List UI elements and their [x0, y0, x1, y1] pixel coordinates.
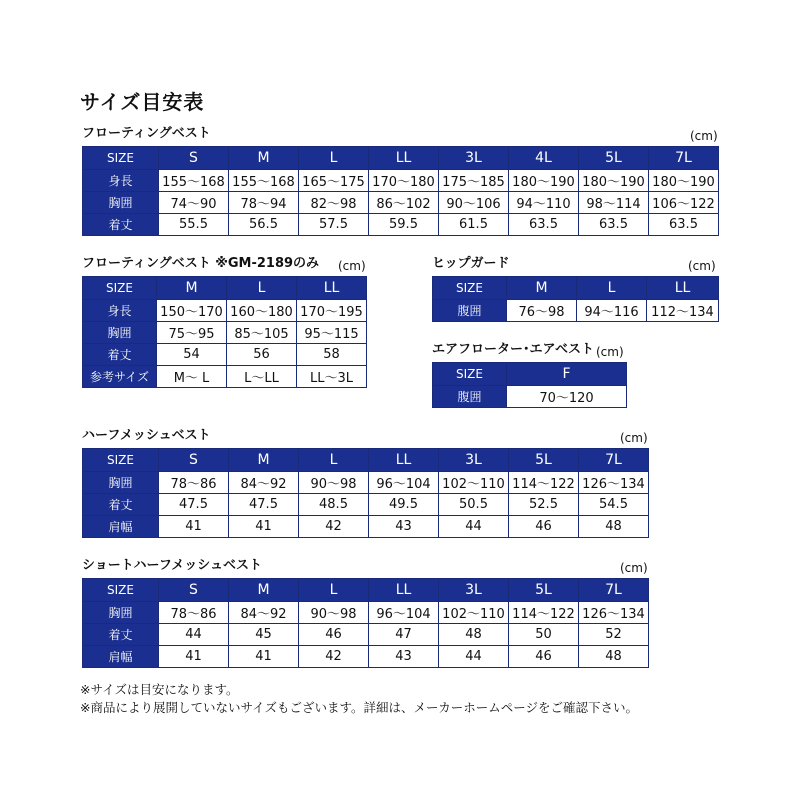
- size-header-cell: L: [227, 277, 297, 300]
- size-header-cell: LL: [647, 277, 719, 300]
- note-approximate: ※サイズは目安になります。: [80, 682, 239, 697]
- table-cell: 63.5: [579, 214, 649, 236]
- table-cell: 160〜180: [227, 300, 297, 322]
- row-label: 着丈: [83, 624, 159, 646]
- table-cell: 165〜175: [299, 170, 369, 192]
- table-cell: 86〜102: [369, 192, 439, 214]
- table-row: [83, 472, 649, 494]
- table-cell: 170〜180: [369, 170, 439, 192]
- short-half-mesh-title: ショートハーフメッシュベスト: [82, 558, 263, 573]
- row-label: 肩幅: [83, 516, 159, 538]
- table-cell: 175〜185: [439, 170, 509, 192]
- table-header-row: [83, 449, 649, 472]
- table-row: [83, 192, 719, 214]
- table-cell: 180〜190: [509, 170, 579, 192]
- table-cell: 84〜92: [229, 472, 299, 494]
- size-header-cell: S: [159, 449, 229, 472]
- size-header-cell: L: [299, 449, 369, 472]
- table-cell: 98〜114: [579, 192, 649, 214]
- table-row: [83, 300, 367, 322]
- size-header-cell: LL: [369, 147, 439, 170]
- table-cell: 46: [509, 646, 579, 668]
- table-cell: LL〜3L: [297, 366, 367, 388]
- table-cell: 78〜86: [159, 472, 229, 494]
- air-floater-title: エアフローター･エアベスト: [432, 342, 594, 357]
- page-title: サイズ目安表: [80, 90, 205, 114]
- table-row: [433, 300, 719, 322]
- table-cell: 102〜110: [439, 602, 509, 624]
- row-label: 着丈: [83, 214, 159, 236]
- table-header-row: [433, 277, 719, 300]
- size-header-label: SIZE: [83, 277, 157, 300]
- floating-vest-title: フローティングベスト: [82, 126, 211, 141]
- floating-vest-gm-title: フローティングベスト ※GM-2189のみ: [82, 256, 320, 271]
- size-header-cell: 5L: [509, 579, 579, 602]
- table-row: [83, 602, 649, 624]
- size-header-cell: 3L: [439, 579, 509, 602]
- table-cell: 180〜190: [579, 170, 649, 192]
- table-cell: 114〜122: [509, 472, 579, 494]
- table-cell: 180〜190: [649, 170, 719, 192]
- table-cell: 47.5: [159, 494, 229, 516]
- size-header-label: SIZE: [83, 449, 159, 472]
- table-cell: 84〜92: [229, 602, 299, 624]
- table-header-row: [83, 277, 367, 300]
- row-label: 胸囲: [83, 472, 159, 494]
- table-cell: 44: [439, 516, 509, 538]
- table-cell: 126〜134: [579, 472, 649, 494]
- table-cell: 47.5: [229, 494, 299, 516]
- table-cell: 48.5: [299, 494, 369, 516]
- hip-guard-title: ヒップガード: [432, 256, 510, 271]
- table-cell: 82〜98: [299, 192, 369, 214]
- table-cell: 56: [227, 344, 297, 366]
- table-cell: 90〜98: [299, 472, 369, 494]
- size-header-label: SIZE: [83, 579, 159, 602]
- row-label: 着丈: [83, 494, 159, 516]
- size-header-cell: 4L: [509, 147, 579, 170]
- size-header-label: SIZE: [83, 147, 159, 170]
- table-cell: 56.5: [229, 214, 299, 236]
- size-header-cell: LL: [297, 277, 367, 300]
- table-row: [83, 170, 719, 192]
- size-header-cell: 5L: [579, 147, 649, 170]
- table-cell: 48: [579, 646, 649, 668]
- row-label: 参考サイズ: [83, 366, 157, 388]
- table-cell: 50: [509, 624, 579, 646]
- table-cell: 47: [369, 624, 439, 646]
- table-cell: 46: [509, 516, 579, 538]
- floating-vest-unit: (cm): [690, 129, 718, 143]
- size-header-cell: 7L: [649, 147, 719, 170]
- table-cell: 58: [297, 344, 367, 366]
- size-header-cell: M: [157, 277, 227, 300]
- table-cell: 112〜134: [647, 300, 719, 322]
- size-header-cell: LL: [369, 449, 439, 472]
- table-row: [83, 516, 649, 538]
- table-cell: 170〜195: [297, 300, 367, 322]
- table-cell: 75〜95: [157, 322, 227, 344]
- table-cell: 90〜106: [439, 192, 509, 214]
- table-row: [433, 386, 627, 408]
- table-cell: 155〜168: [159, 170, 229, 192]
- table-row: [83, 322, 367, 344]
- table-cell: 42: [299, 646, 369, 668]
- table-cell: 44: [439, 646, 509, 668]
- table-header-row: [83, 579, 649, 602]
- size-header-cell: M: [229, 147, 299, 170]
- size-header-cell: 3L: [439, 449, 509, 472]
- size-header-label: SIZE: [433, 363, 507, 386]
- size-header-cell: M: [507, 277, 577, 300]
- table-cell: 114〜122: [509, 602, 579, 624]
- table-cell: 96〜104: [369, 472, 439, 494]
- table-cell: 42: [299, 516, 369, 538]
- half-mesh-table: [82, 448, 649, 538]
- row-label: 腹囲: [433, 300, 507, 322]
- table-cell: 41: [229, 646, 299, 668]
- row-label: 胸囲: [83, 192, 159, 214]
- size-header-cell: 3L: [439, 147, 509, 170]
- row-label: 胸囲: [83, 602, 159, 624]
- table-cell: 54: [157, 344, 227, 366]
- table-cell: 63.5: [509, 214, 579, 236]
- size-header-cell: M: [229, 449, 299, 472]
- table-cell: L〜LL: [227, 366, 297, 388]
- table-cell: 94〜116: [577, 300, 647, 322]
- table-cell: 155〜168: [229, 170, 299, 192]
- table-cell: 43: [369, 646, 439, 668]
- size-header-cell: 7L: [579, 579, 649, 602]
- note-availability: ※商品により展開していないサイズもございます。詳細は、メーカーホームページをご確認下さい。: [80, 700, 638, 715]
- table-cell: M〜 L: [157, 366, 227, 388]
- table-cell: 78〜86: [159, 602, 229, 624]
- hip-guard-unit: (cm): [688, 259, 716, 273]
- table-cell: 45: [229, 624, 299, 646]
- half-mesh-title: ハーフメッシュベスト: [82, 428, 211, 443]
- table-cell: 52: [579, 624, 649, 646]
- table-cell: 70〜120: [507, 386, 627, 408]
- table-cell: 78〜94: [229, 192, 299, 214]
- air-floater-unit: (cm): [596, 345, 624, 359]
- table-cell: 57.5: [299, 214, 369, 236]
- table-row: [83, 624, 649, 646]
- short-half-mesh-table: [82, 578, 649, 668]
- table-row: [83, 494, 649, 516]
- table-row: [83, 366, 367, 388]
- table-cell: 63.5: [649, 214, 719, 236]
- row-label: 身長: [83, 170, 159, 192]
- table-cell: 54.5: [579, 494, 649, 516]
- size-header-cell: 5L: [509, 449, 579, 472]
- table-cell: 41: [229, 516, 299, 538]
- size-header-cell: M: [229, 579, 299, 602]
- row-label: 腹囲: [433, 386, 507, 408]
- hip-guard-table: [432, 276, 719, 322]
- size-header-cell: L: [299, 579, 369, 602]
- table-row: [83, 214, 719, 236]
- table-row: [83, 344, 367, 366]
- table-cell: 95〜115: [297, 322, 367, 344]
- table-cell: 44: [159, 624, 229, 646]
- table-cell: 94〜110: [509, 192, 579, 214]
- air-floater-table: [432, 362, 627, 408]
- size-header-cell: L: [577, 277, 647, 300]
- size-header-label: SIZE: [433, 277, 507, 300]
- table-cell: 43: [369, 516, 439, 538]
- table-cell: 49.5: [369, 494, 439, 516]
- table-header-row: [83, 147, 719, 170]
- table-cell: 102〜110: [439, 472, 509, 494]
- table-cell: 126〜134: [579, 602, 649, 624]
- short-half-mesh-unit: (cm): [620, 561, 648, 575]
- table-cell: 74〜90: [159, 192, 229, 214]
- size-header-cell: LL: [369, 579, 439, 602]
- table-row: [83, 646, 649, 668]
- table-cell: 85〜105: [227, 322, 297, 344]
- table-cell: 90〜98: [299, 602, 369, 624]
- floating-vest-gm-table: [82, 276, 367, 388]
- table-cell: 52.5: [509, 494, 579, 516]
- table-cell: 41: [159, 646, 229, 668]
- size-header-cell: S: [159, 579, 229, 602]
- row-label: 肩幅: [83, 646, 159, 668]
- table-cell: 48: [439, 624, 509, 646]
- table-cell: 61.5: [439, 214, 509, 236]
- table-cell: 76〜98: [507, 300, 577, 322]
- row-label: 胸囲: [83, 322, 157, 344]
- size-header-cell: 7L: [579, 449, 649, 472]
- table-cell: 106〜122: [649, 192, 719, 214]
- table-cell: 48: [579, 516, 649, 538]
- floating-vest-table: [82, 146, 719, 236]
- table-cell: 50.5: [439, 494, 509, 516]
- table-cell: 150〜170: [157, 300, 227, 322]
- half-mesh-unit: (cm): [620, 431, 648, 445]
- size-header-cell: S: [159, 147, 229, 170]
- table-cell: 96〜104: [369, 602, 439, 624]
- table-cell: 41: [159, 516, 229, 538]
- floating-vest-gm-unit: (cm): [338, 259, 366, 273]
- table-cell: 59.5: [369, 214, 439, 236]
- row-label: 身長: [83, 300, 157, 322]
- table-cell: 46: [299, 624, 369, 646]
- size-header-cell: F: [507, 363, 627, 386]
- row-label: 着丈: [83, 344, 157, 366]
- size-header-cell: L: [299, 147, 369, 170]
- table-cell: 55.5: [159, 214, 229, 236]
- table-header-row: [433, 363, 627, 386]
